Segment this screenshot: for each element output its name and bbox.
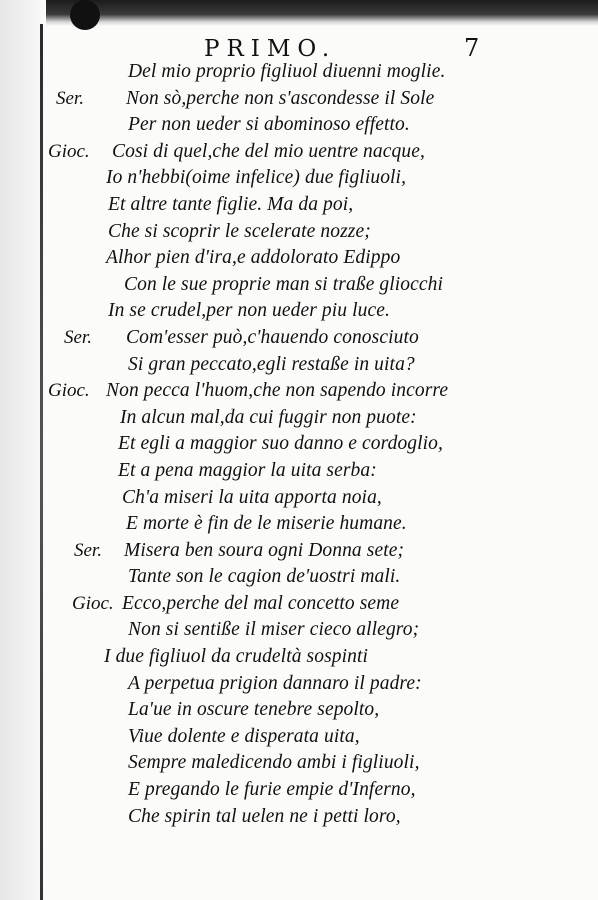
verse-text: Che spirin tal uelen ne i petti loro, [128, 805, 401, 827]
verse-text: Cosi di quel,che del mio uentre nacque, [112, 140, 425, 162]
verse-line [0, 377, 598, 404]
speaker-label: Ser. [64, 326, 92, 348]
verse-text: Che si scoprir le scelerate nozze; [108, 220, 371, 242]
verse-line [0, 643, 598, 670]
verse-line [0, 590, 598, 617]
verse-text: Ecco,perche del mal concetto seme [122, 592, 400, 614]
verse-text: Et egli a maggior suo danno e cordoglio, [118, 433, 444, 455]
verse-text: E pregando le furie empie d'Inferno, [128, 779, 416, 801]
verse-text: Com'esser può,c'hauendo conosciuto [126, 326, 419, 348]
verse-line [0, 537, 598, 564]
verse-text: Per non ueder si abominoso effetto. [128, 114, 410, 136]
verse-text: Non sò,perche non s'ascondesse il Sole [126, 87, 435, 109]
speaker-label: Ser. [56, 87, 84, 109]
verse-line [0, 723, 598, 750]
verse-line [0, 164, 598, 191]
verse-line [0, 563, 598, 590]
verse-text: Con le sue proprie man si traße gliocchi [124, 273, 444, 295]
speaker-label: Ser. [74, 539, 102, 561]
verse-line [0, 510, 598, 537]
verse-text: Non pecca l'huom,che non sapendo incorre [106, 380, 449, 402]
verse-text: Ch'a miseri la uita apporta noia, [122, 486, 382, 508]
verse-text: Misera ben soura ogni Donna sete; [124, 539, 405, 561]
verse-text: Si gran peccato,egli restaße in uita? [128, 353, 415, 375]
verse-line [0, 749, 598, 776]
verse-text: A perpetua prigion dannaro il padre: [128, 672, 422, 694]
verse-text: E morte è fin de le miserie humane. [126, 513, 407, 535]
verse-line [0, 404, 598, 431]
verse-text: Io n'hebbi(oime infelice) due figliuoli, [106, 167, 407, 189]
verse-line [0, 324, 598, 351]
verse-line [0, 696, 598, 723]
verse-text: Et a pena maggior la uita serba: [118, 459, 377, 481]
verse-text: Sempre maledicendo ambi i figliuoli, [128, 752, 420, 774]
verse-line [0, 351, 598, 378]
page-number: 7 [464, 34, 480, 62]
verse-text: In alcun mal,da cui fuggir non puote: [120, 406, 417, 428]
verse-block [0, 58, 598, 829]
verse-line [0, 191, 598, 218]
verse-line [0, 803, 598, 830]
running-head: PRIMO. [204, 36, 337, 62]
verse-line [0, 776, 598, 803]
verse-line [0, 297, 598, 324]
verse-line [0, 244, 598, 271]
verse-line [0, 271, 598, 298]
verse-text: Viue dolente e disperata uita, [128, 725, 360, 747]
verse-text: Alhor pien d'ira,e addolorato Edippo [106, 247, 401, 269]
speaker-label: Gioc. [48, 380, 90, 402]
verse-text: I due figliuol da crudeltà sospinti [104, 646, 369, 668]
scan-top-edge [0, 0, 598, 26]
verse-line [0, 430, 598, 457]
verse-line [0, 85, 598, 112]
verse-line [0, 138, 598, 165]
verse-line [0, 457, 598, 484]
verse-text: Et altre tante figlie. Ma da poi, [108, 193, 354, 215]
verse-text: Tante son le cagion de'uostri mali. [128, 566, 401, 588]
verse-line [0, 616, 598, 643]
verse-text: La'ue in oscure tenebre sepolto, [128, 699, 380, 721]
verse-text: Non si sentiße il miser cieco allegro; [128, 619, 420, 641]
verse-line [0, 218, 598, 245]
verse-line [0, 484, 598, 511]
verse-text: In se crudel,per non ueder piu luce. [108, 300, 390, 322]
verse-text: Del mio proprio figliuol diuenni moglie. [128, 61, 446, 82]
verse-line [0, 111, 598, 138]
verse-line [0, 58, 598, 85]
speaker-label: Gioc. [72, 592, 114, 614]
speaker-label: Gioc. [48, 140, 90, 162]
verse-line [0, 670, 598, 697]
